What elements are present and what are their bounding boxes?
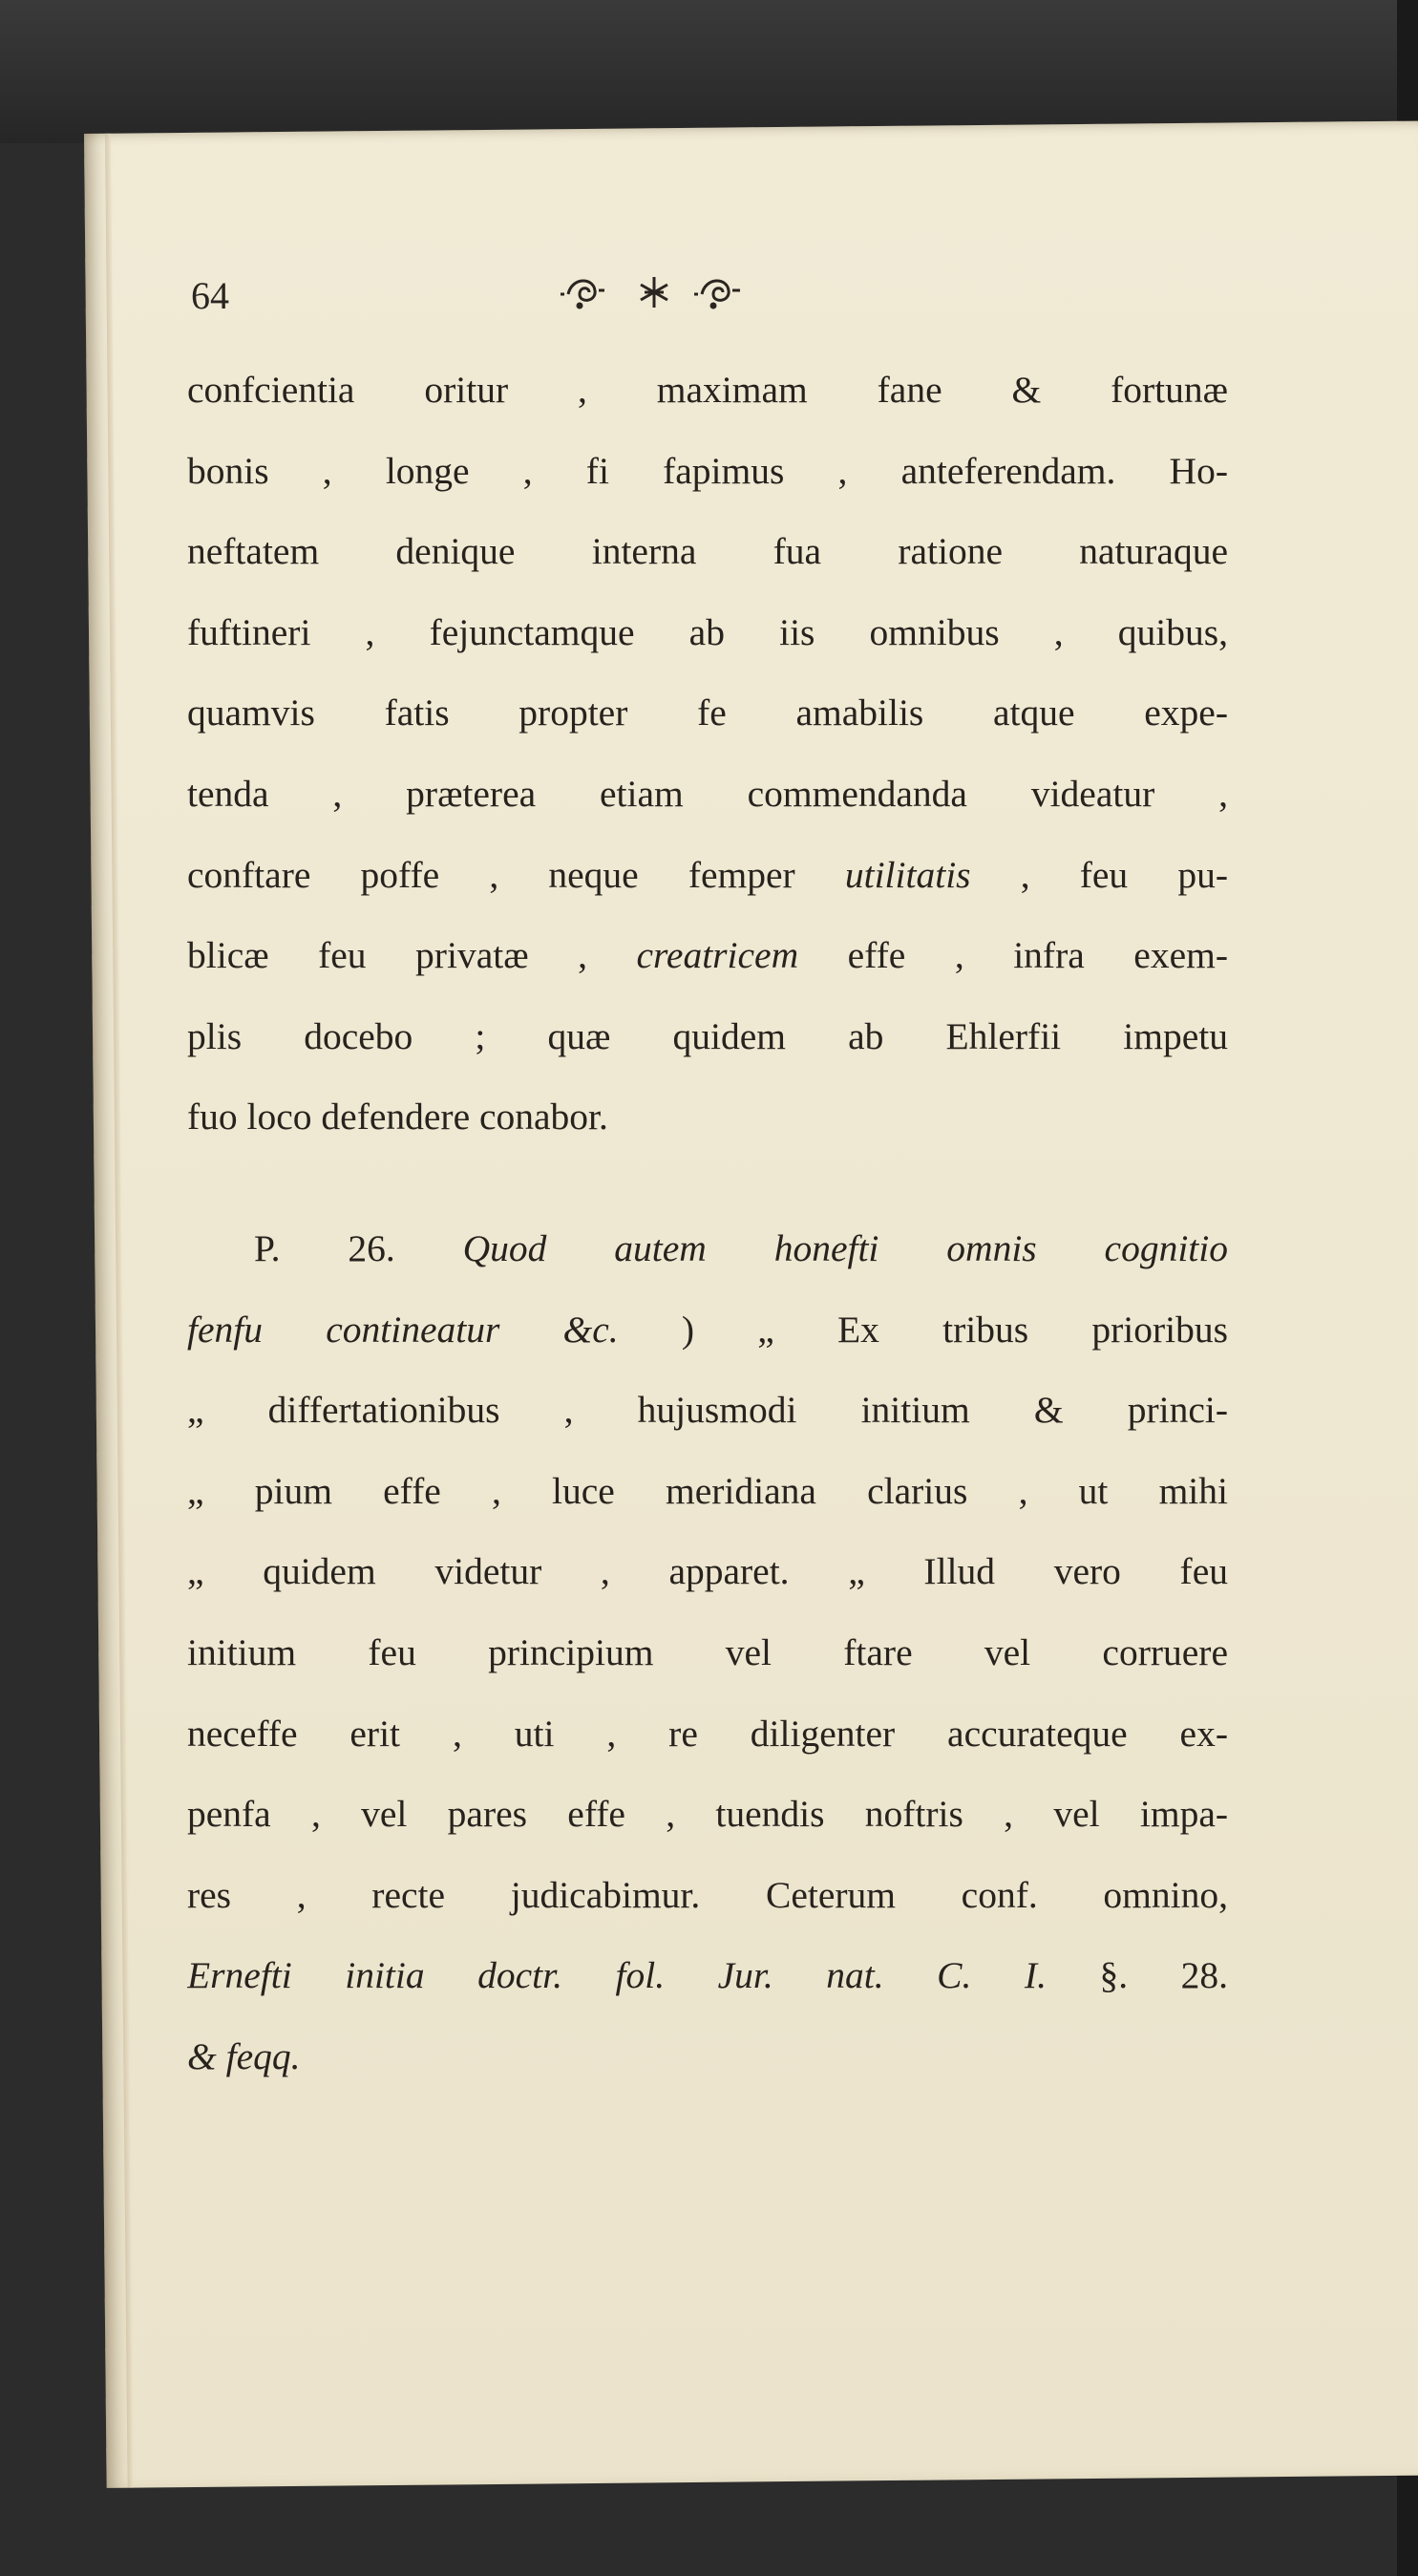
text-span: , feu pu- (970, 853, 1228, 896)
italic-text-span: creatricem (636, 934, 799, 977)
text-line (187, 1289, 1228, 1371)
header-ornament (559, 267, 750, 315)
text-line (187, 672, 1228, 754)
paragraph-continuation (187, 350, 1228, 1158)
text-span: quamvis fatis propter fe amabilis atque expe- (187, 692, 1228, 734)
text-line (187, 915, 1228, 996)
text-span: neftatem denique interna fua ratione naturaque (187, 530, 1228, 573)
star-flourish-icon (641, 277, 667, 308)
text-line (187, 2016, 1228, 2097)
italic-text-span: Ernefti initia doctr. fol. Jur. nat. C. I. (187, 1954, 1047, 1997)
text-span: ) „ Ex tribus prioribus (618, 1308, 1228, 1351)
page-gutter (105, 134, 134, 2488)
text-span: bonis , longe , fi fapimus , anteferendam. Ho- (187, 449, 1228, 492)
text-span: fuftineri , fejunctamque ab iis omnibus , quibus, (187, 610, 1228, 653)
italic-text-span: fenfu contineatur &c. (187, 1308, 619, 1351)
text-span: penfa , vel pares effe , tuendis noftris , vel impa- (187, 1793, 1228, 1836)
text-line (187, 1370, 1228, 1451)
text-span: neceffe erit , uti , re diligenter accurateque ex- (187, 1712, 1228, 1755)
text-line (187, 1935, 1228, 2016)
text-line (187, 1531, 1228, 1612)
text-span: conftare poffe , neque femper (187, 853, 845, 896)
text-span: tenda , præterea etiam commendanda videatur , (187, 772, 1228, 815)
text-span: initium feu principium vel ftare vel corruere (187, 1630, 1228, 1673)
text-span: confcientia oritur , maximam fane & fortunæ (187, 369, 1228, 411)
text-line (187, 1774, 1228, 1855)
text-line (187, 1612, 1228, 1693)
text-line (187, 1208, 1228, 1289)
italic-text-span: utilitatis (844, 853, 971, 896)
italic-text-span: Quod autem honefti omnis cognitio (462, 1227, 1228, 1269)
text-line (187, 350, 1228, 431)
text-line (187, 754, 1228, 835)
text-line (187, 996, 1228, 1077)
text-span: fuo loco defendere conabor. (187, 1096, 608, 1139)
paragraph-note-p26 (187, 1208, 1228, 2097)
italic-text-span: & feqq. (187, 2034, 301, 2077)
text-span: P. 26. (254, 1227, 463, 1269)
text-line (187, 431, 1228, 512)
text-line (187, 1076, 1228, 1158)
text-span: §. 28. (1046, 1954, 1228, 1997)
text-line (187, 1855, 1228, 1936)
text-line (187, 1451, 1228, 1532)
scan-background (0, 0, 1418, 143)
text-span: blicæ feu privatæ , (187, 934, 637, 977)
text-line (187, 592, 1228, 673)
text-span: „ differtationibus , hujusmodi initium & princi- (187, 1389, 1228, 1432)
text-span: „ pium effe , luce meridiana clarius , ut mihi (187, 1469, 1228, 1512)
scroll-flourish-icon (694, 281, 740, 308)
running-header (191, 267, 955, 325)
scroll-flourish-icon (561, 281, 604, 308)
text-span: „ quidem videtur , apparet. „ Illud vero feu (187, 1550, 1228, 1593)
text-line (187, 511, 1228, 592)
text-line (187, 1693, 1228, 1775)
text-span: effe , infra exem- (798, 934, 1228, 977)
text-line (187, 835, 1228, 916)
page-number: 64 (191, 274, 229, 317)
text-span: res , recte judicabimur. Ceterum conf. omnino, (187, 1873, 1228, 1916)
text-span: plis docebo ; quæ quidem ab Ehlerfii impetu (187, 1014, 1228, 1057)
